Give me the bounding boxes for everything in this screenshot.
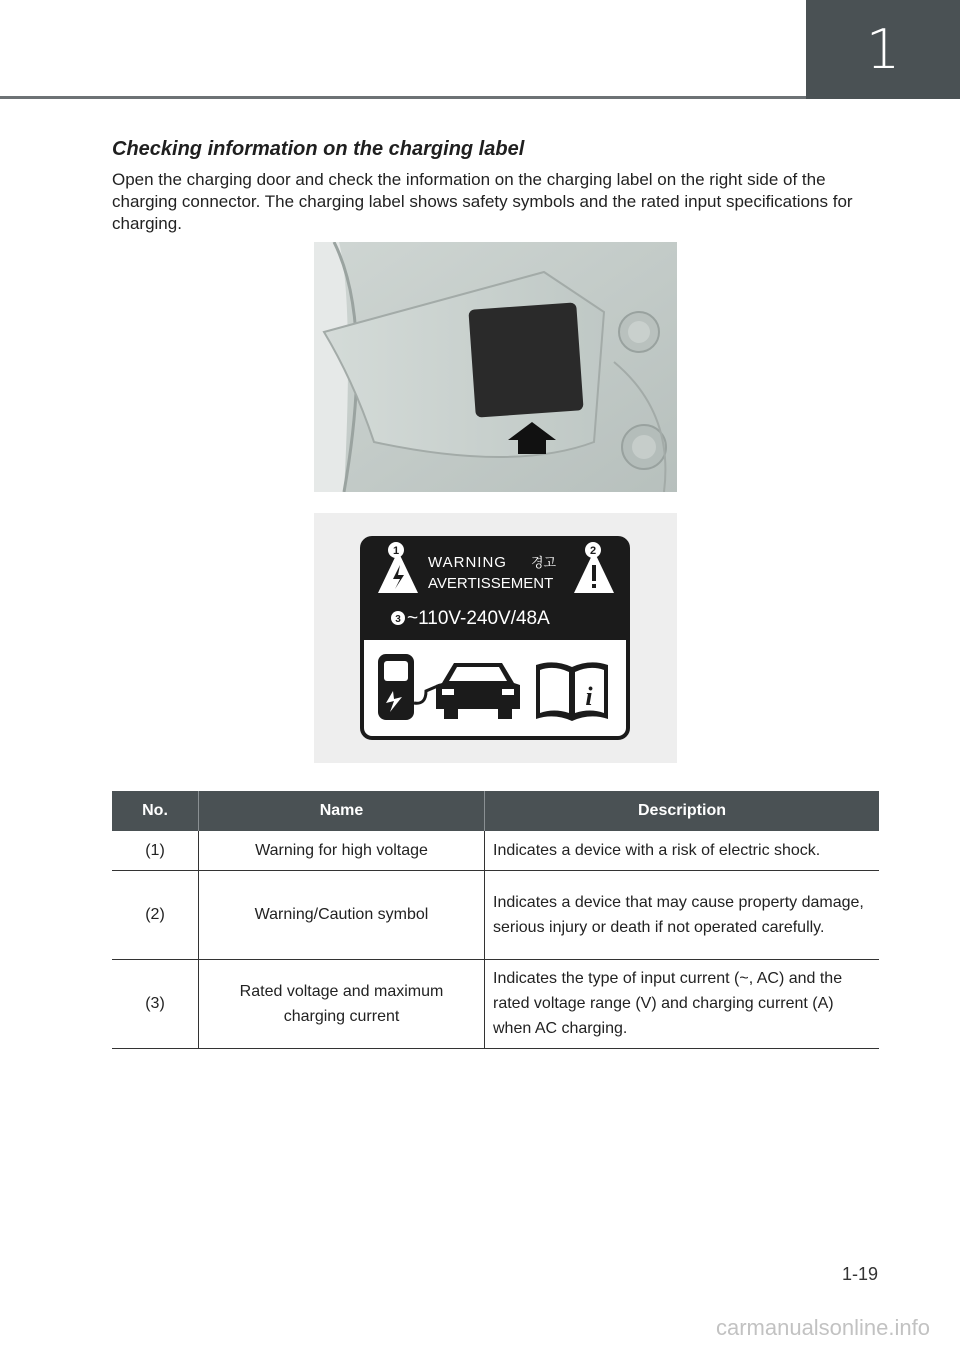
- warning-ko: 경고: [531, 556, 557, 571]
- marker-2-text: 2: [589, 545, 597, 557]
- row-description: Indicates the type of input current (~, AC) and the rated voltage range (V) and charging current (A) when AC charging.: [485, 959, 880, 1048]
- row-no: (3): [112, 959, 199, 1048]
- marker-1-text: 1: [392, 545, 400, 557]
- label-info-table: [112, 791, 879, 1049]
- chapter-tab: [806, 0, 960, 99]
- page-number: 1-19: [841, 1264, 878, 1284]
- table-row: [112, 870, 879, 959]
- col-no: No.: [112, 791, 199, 831]
- row-description: Indicates a device with a risk of electric shock.: [485, 831, 880, 870]
- manual-book-icon: [536, 662, 608, 721]
- table-row: [112, 831, 879, 870]
- row-no: (1): [112, 831, 199, 870]
- intro-paragraph: Open the charging door and check the information on the charging label on the right side of the charging connector. The charging label shows safety symbols and the rated input specifications for charging.: [112, 170, 853, 233]
- col-description: Description: [485, 791, 880, 831]
- row-name: Warning for high voltage: [199, 831, 485, 870]
- chapter-number: 1: [865, 18, 901, 81]
- watermark: carmanualsonline.info: [715, 1315, 930, 1340]
- table-row: [112, 959, 879, 1048]
- row-no: (2): [112, 870, 199, 959]
- charging-label-figure: [314, 513, 677, 763]
- col-name: Name: [199, 791, 485, 831]
- charging-door-photo: [314, 242, 677, 492]
- marker-3-text: 3: [395, 614, 401, 625]
- table-header-row: [112, 791, 879, 831]
- row-name: Rated voltage and maximum charging current: [199, 959, 485, 1048]
- rating-text: ~110V-240V/48A: [407, 608, 550, 629]
- header-rule: [0, 96, 806, 99]
- manual-icon-letter: i: [585, 682, 593, 711]
- warning-fr: AVERTISSEMENT: [428, 575, 554, 592]
- section-title: Checking information on the charging label: [112, 138, 525, 160]
- warning-en: WARNING: [428, 554, 507, 571]
- row-description: Indicates a device that may cause property damage, serious injury or death if not operated carefully.: [485, 870, 880, 959]
- row-name: Warning/Caution symbol: [199, 870, 485, 959]
